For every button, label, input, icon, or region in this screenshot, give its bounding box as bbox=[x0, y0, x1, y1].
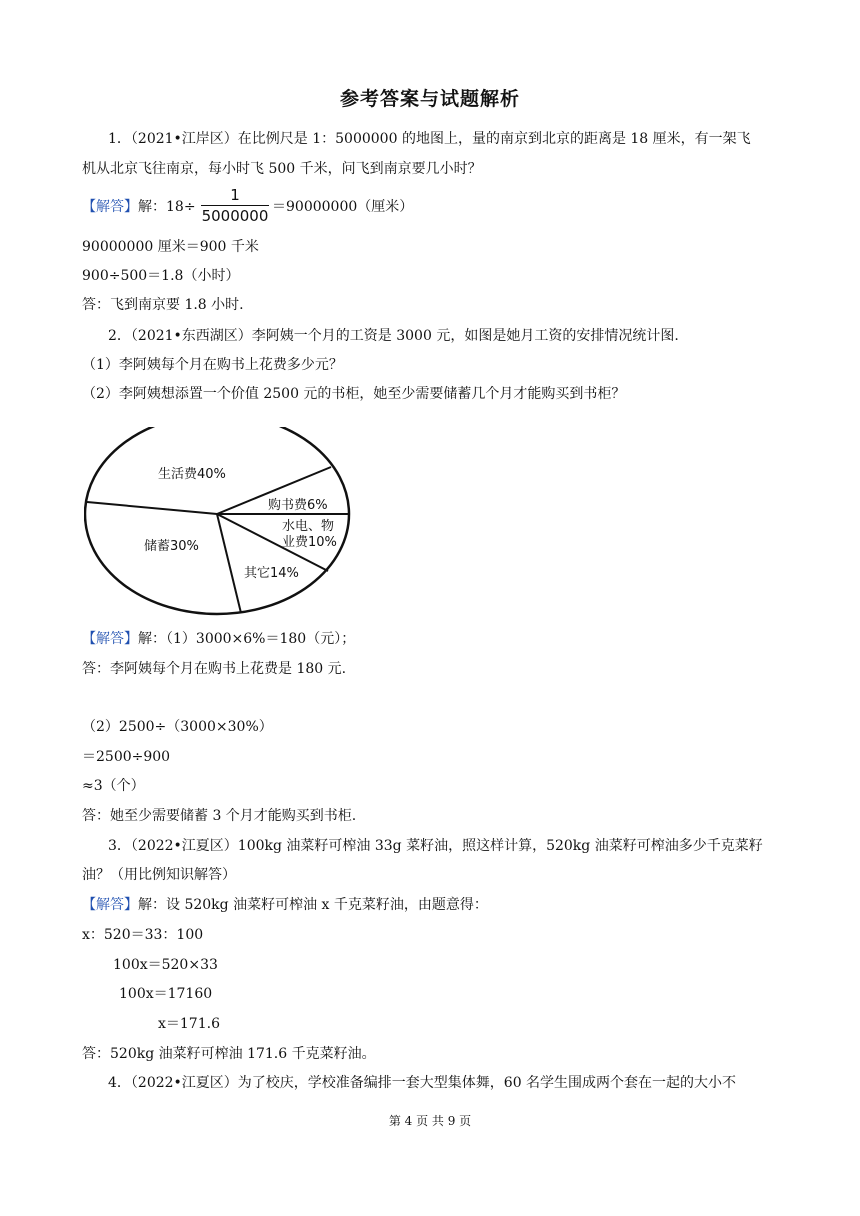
q2-answer-2: 答：她至少需要储蓄 3 个月才能购买到书柜. bbox=[82, 808, 357, 824]
q1-fraction-numerator: 1 bbox=[230, 186, 240, 204]
q3-equation-1: x：520＝33：100 bbox=[82, 927, 204, 943]
fraction-bar bbox=[201, 205, 269, 206]
q3-equation-4: x＝171.6 bbox=[158, 1016, 220, 1032]
q1-step3: 900÷500＝1.8（小时） bbox=[82, 268, 240, 284]
q3-equation-2: 100x＝520×33 bbox=[113, 957, 218, 973]
q1-text-line1: 1．（2021•江岸区）在比例尺是 1：5000000 的地图上，量的南京到北京的距离是 18 厘米，有一架飞 bbox=[108, 131, 751, 147]
q2-answer-1: 答：李阿姨每个月在购书上花费是 180 元. bbox=[82, 661, 347, 677]
q1-solution-prefix: 解：18÷ bbox=[138, 199, 196, 215]
q1-solution-suffix: ＝90000000（厘米） bbox=[272, 199, 414, 215]
q3-answer: 答：520kg 油菜籽可榨油 171.6 千克菜籽油。 bbox=[82, 1046, 376, 1062]
q2-solution-part2-line3: ≈3（个） bbox=[82, 778, 145, 794]
q2-solution-part2-line1: （2）2500÷（3000×30%） bbox=[82, 719, 273, 735]
q3-solution-intro: 解：设 520kg 油菜籽可榨油 x 千克菜籽油，由题意得： bbox=[138, 897, 488, 913]
q4-text-line1: 4．（2022•江夏区）为了校庆，学校准备编排一套大型集体舞，60 名学生围成两个套在一起的大小不 bbox=[108, 1075, 737, 1091]
q1-fraction bbox=[201, 186, 269, 225]
q2-solution-line1 bbox=[82, 628, 355, 648]
q1-text-line2: 机从北京飞往南京，每小时飞 500 千米，问飞到南京要几小时？ bbox=[82, 161, 482, 177]
q2-text-line1: 2．（2021•东西湖区）李阿姨一个月的工资是 3000 元，如图是她月工资的安排情况统计图. bbox=[108, 328, 679, 344]
page-title: 参考答案与试题解析 bbox=[339, 88, 520, 110]
slice-label-utilities-line1: 水电、物 bbox=[282, 519, 335, 534]
answer-tag: 【解答】 bbox=[82, 897, 138, 913]
q3-text-line1: 3．（2022•江夏区）100kg 油菜籽可榨油 33g 菜籽油，照这样计算，520kg 油菜籽可榨油多少千克菜籽 bbox=[108, 838, 763, 854]
q1-step2: 90000000 厘米＝900 千米 bbox=[82, 239, 259, 255]
q2-subquestion-2: （2）李阿姨想添置一个价值 2500 元的书柜，她至少需要储蓄几个月才能购买到书柜？ bbox=[82, 386, 626, 402]
q1-answer: 答：飞到南京要 1.8 小时. bbox=[82, 297, 244, 313]
slice-label-utilities-line2: 业费10% bbox=[282, 535, 337, 550]
q2-solution-part2-line2: ＝2500÷900 bbox=[82, 749, 171, 765]
q2-subquestion-1: （1）李阿姨每个月在购书上花费多少元？ bbox=[82, 357, 343, 373]
q3-solution-line1 bbox=[82, 894, 488, 914]
q3-equation-3: 100x＝17160 bbox=[119, 986, 213, 1002]
slice-label-savings: 储蓄30% bbox=[144, 539, 199, 554]
q1-solution-line1 bbox=[82, 196, 196, 216]
slice-label-books: 购书费6% bbox=[268, 498, 328, 513]
slice-label-living: 生活费40% bbox=[158, 467, 226, 482]
page-footer: 第 4 页 共 9 页 bbox=[388, 1114, 472, 1128]
q2-solution-part1: 解：（1）3000×6%＝180（元）； bbox=[138, 631, 356, 647]
answer-tag: 【解答】 bbox=[82, 631, 138, 647]
slice-label-other: 其它14% bbox=[244, 566, 299, 581]
q3-text-line2: 油？（用比例知识解答） bbox=[82, 867, 236, 883]
pie-chart bbox=[84, 427, 354, 617]
answer-tag: 【解答】 bbox=[82, 199, 138, 215]
q1-fraction-denominator: 5000000 bbox=[201, 207, 269, 225]
